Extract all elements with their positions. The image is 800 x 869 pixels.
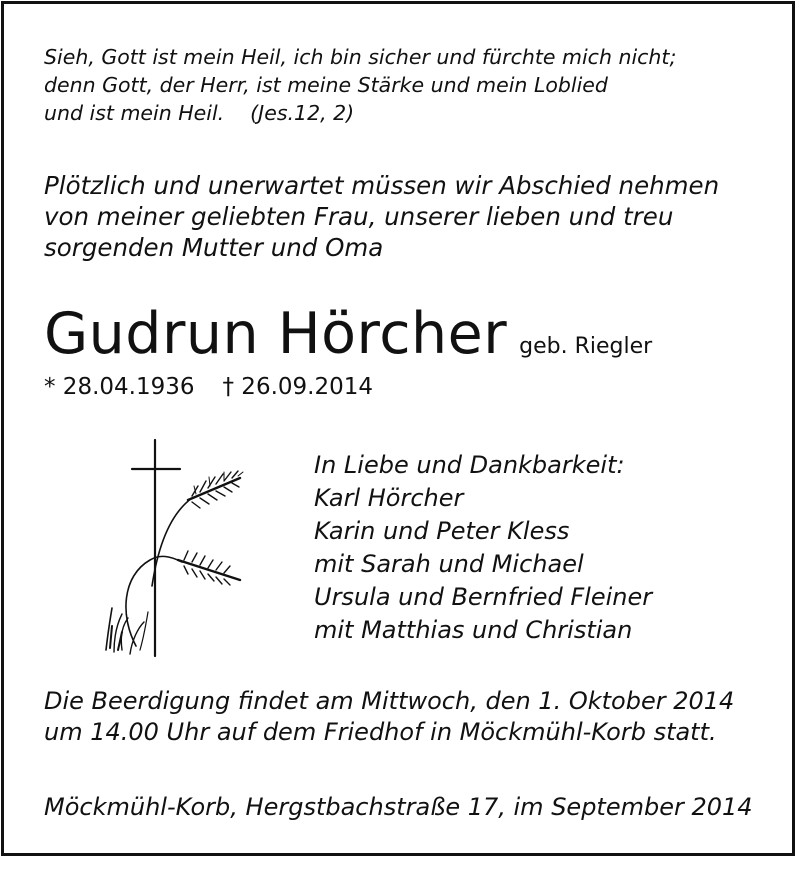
death-date: † 26.09.2014 (222, 374, 373, 400)
announcement-intro (44, 170, 719, 263)
deceased-name-block (44, 298, 652, 370)
family-address: Möckmühl-Korb, Hergstbachstraße 17, im September 2014 (44, 793, 753, 821)
verse-line: denn Gott, der Herr, ist meine Stärke und mein Loblied (44, 73, 608, 97)
verse-line-text: und ist mein Heil. (44, 101, 225, 125)
funeral-notice (44, 686, 734, 748)
bible-verse (44, 43, 676, 127)
intro-line: sorgenden Mutter und Oma (44, 233, 384, 262)
intro-line: von meiner geliebten Frau, unserer lieben und treu (44, 202, 674, 231)
deceased-name: Gudrun Hörcher (44, 301, 508, 367)
mourner-names (314, 482, 652, 647)
list-item: mit Sarah und Michael (314, 550, 584, 578)
intro-line: Plötzlich und unerwartet müssen wir Abschied nehmen (44, 171, 720, 200)
list-item: Ursula und Bernfried Fleiner (314, 583, 653, 611)
list-item: Karl Hörcher (314, 484, 464, 512)
cross-with-wheat-icon (100, 436, 250, 658)
funeral-line: Die Beerdigung findet am Mittwoch, den 1. Oktober 2014 (44, 687, 735, 715)
verse-reference: (Jes.12, 2) (250, 101, 355, 125)
funeral-line: um 14.00 Uhr auf dem Friedhof in Möckmühl-Korb statt. (44, 718, 717, 746)
mourners-heading: In Liebe und Dankbarkeit: (314, 451, 625, 479)
mourners-list (314, 449, 652, 647)
birth-name: geb. Riegler (519, 334, 653, 359)
verse-line (44, 99, 676, 127)
list-item: Karin und Peter Kless (314, 517, 570, 545)
list-item: mit Matthias und Christian (314, 616, 633, 644)
birth-date: * 28.04.1936 (44, 374, 195, 400)
life-dates (44, 372, 373, 402)
verse-line: Sieh, Gott ist mein Heil, ich bin sicher und fürchte mich nicht; (44, 45, 677, 69)
